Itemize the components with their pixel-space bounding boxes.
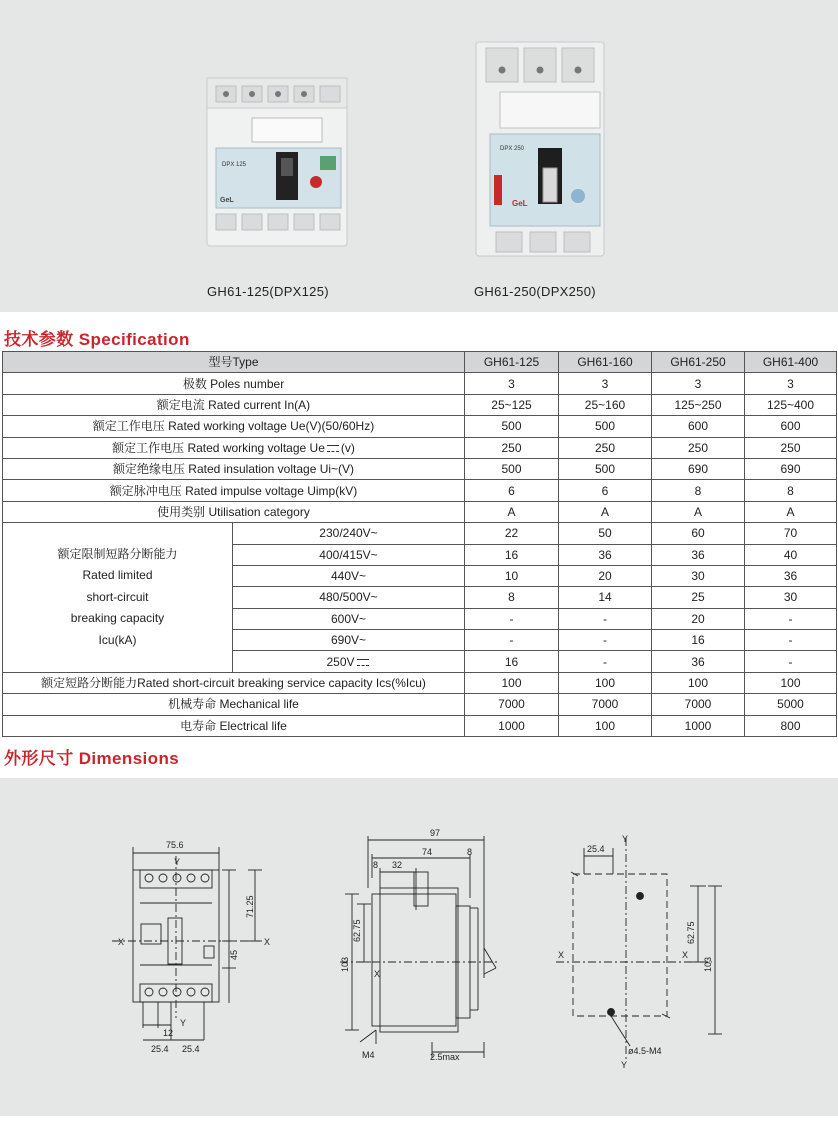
spec-row-value: A [652, 501, 745, 522]
breaking-row-value: 16 [465, 544, 559, 565]
side-screw-label: M4 [362, 1050, 375, 1060]
brand-logo-250: GeL [512, 199, 528, 208]
breaking-voltage-text: 400/415V~ [319, 547, 378, 562]
spec-row-value: 690 [745, 458, 837, 479]
drill-y-axis-top: Y [622, 834, 629, 844]
drill-x-axis-right: X [682, 950, 689, 960]
front-height-mid-dim: 45 [229, 949, 239, 960]
spec-row-value: 100 [559, 672, 652, 693]
spec-row-value: 25~160 [559, 394, 652, 415]
breaking-label-line: short-circuit [86, 589, 149, 604]
drill-y-axis-bottom: Y [621, 1060, 628, 1070]
breaking-voltage-text: 600V~ [330, 611, 367, 626]
breaking-row-value: 60 [652, 523, 745, 544]
drill-hole-label: ø4.5-M4 [628, 1046, 662, 1056]
breaking-row-value: - [559, 651, 652, 672]
spec-row-label: 额定短路分断能力Rated short-circuit breaking service capacity Ics(%Icu) [3, 672, 465, 693]
breaking-row-value: 40 [745, 544, 837, 565]
caption-gh61-125: GH61-125(DPX125) [207, 284, 329, 299]
breaking-row-value: 30 [652, 565, 745, 586]
spec-row [3, 501, 837, 522]
spec-row-value: 500 [465, 416, 559, 437]
specification-table [2, 351, 837, 737]
spec-row-label: 使用类别 Utilisation category [3, 501, 465, 522]
breaking-row-value: - [559, 608, 652, 629]
breaking-voltage-text: 230/240V~ [319, 526, 378, 541]
spec-row-value: A [465, 501, 559, 522]
spec-row [3, 672, 837, 693]
breaker-illustrations [0, 0, 838, 312]
spec-row-label-unit: (v) [340, 440, 355, 455]
spec-row-value: 100 [652, 672, 745, 693]
model-header: GH61-250 [652, 352, 745, 373]
dimensions-title-cn: 外形尺寸 [4, 749, 74, 768]
breaking-voltage-text: 440V~ [330, 569, 367, 584]
side-left-dim: 8 [373, 860, 379, 870]
breaking-row-value: 8 [465, 587, 559, 608]
breaking-row-value: 36 [745, 565, 837, 586]
breaking-row [3, 523, 837, 544]
spec-row [3, 458, 837, 479]
spec-row-value: 6 [465, 480, 559, 501]
spec-row-value: 7000 [559, 694, 652, 715]
breaker-gh61-125-image [207, 78, 347, 246]
breaking-row-value: 16 [465, 651, 559, 672]
spec-row [3, 416, 837, 437]
spec-row-value: 690 [652, 458, 745, 479]
breaking-row-value: 36 [652, 544, 745, 565]
front-view-drawing [112, 847, 262, 1040]
spec-row [3, 694, 837, 715]
breaking-row-value: 20 [559, 565, 652, 586]
spec-row-value: 100 [745, 672, 837, 693]
spec-row-value: 250 [559, 437, 652, 458]
specification-heading [4, 325, 190, 350]
front-x-axis-right: X [264, 937, 271, 947]
product-photo-panel [0, 0, 838, 312]
front-height-upper-dim: 71.25 [245, 895, 255, 918]
spec-row-value: A [559, 501, 652, 522]
spec-row [3, 437, 837, 458]
side-right-dim: 8 [467, 847, 473, 857]
spec-row-value: 3 [652, 373, 745, 394]
breaking-row-value: 25 [652, 587, 745, 608]
spec-row-value: 800 [745, 715, 837, 736]
breaking-row-value: 70 [745, 523, 837, 544]
spec-row [3, 394, 837, 415]
breaking-voltage [233, 651, 465, 672]
dimension-drawings [0, 778, 838, 1116]
breaking-row-value: - [465, 630, 559, 651]
spec-row [3, 715, 837, 736]
breaking-row-value: 20 [652, 608, 745, 629]
spec-row-value: 3 [465, 373, 559, 394]
side-handle-dim: 32 [392, 860, 403, 870]
spec-row-value: 6 [559, 480, 652, 501]
specification-title-cn: 技术参数 [4, 330, 74, 349]
type-header: 型号Type [3, 352, 465, 373]
spec-row [3, 373, 837, 394]
spec-row-value: 8 [745, 480, 837, 501]
breaking-row-value: - [559, 630, 652, 651]
breaking-voltage-text: 690V~ [330, 633, 367, 648]
breaking-label-line: Rated limited [82, 568, 153, 583]
breaking-row-value: - [465, 608, 559, 629]
front-width-dim: 75.6 [166, 840, 184, 850]
caption-gh61-250: GH61-250(DPX250) [474, 284, 596, 299]
breaking-row-value: - [745, 630, 837, 651]
spec-row-label [3, 437, 465, 458]
front-y-axis-top: Y [174, 857, 181, 867]
spec-row-value: 600 [652, 416, 745, 437]
spec-row-label-main: 额定工作电压 Rated working voltage Ue [112, 440, 325, 455]
spec-row-label: 极数 Poles number [3, 373, 465, 394]
dimensions-heading [4, 744, 179, 769]
breaking-capacity-label [3, 523, 233, 673]
side-half-dim: 62.75 [352, 919, 362, 942]
breaking-row-value: - [745, 608, 837, 629]
dimensions-title-en: Dimensions [78, 749, 180, 768]
front-bottom-12-dim: 12 [163, 1028, 174, 1038]
spec-row-value: 500 [465, 458, 559, 479]
spec-row-label: 电寿命 Electrical life [3, 715, 465, 736]
breaking-row-value: 36 [652, 651, 745, 672]
breaking-voltage [233, 544, 465, 565]
spec-row-value: 8 [652, 480, 745, 501]
breaking-voltage [233, 565, 465, 586]
breaking-label-line: Icu(kA) [98, 632, 137, 647]
spec-row-value: 125~400 [745, 394, 837, 415]
breaking-row-value: 22 [465, 523, 559, 544]
spec-row-value: 7000 [465, 694, 559, 715]
spec-row-value: 7000 [652, 694, 745, 715]
side-depth-dim: 74 [422, 847, 433, 857]
breaking-voltage [233, 608, 465, 629]
breaking-label-line: 额定限制短路分断能力 [57, 546, 178, 561]
breaking-voltage [233, 587, 465, 608]
breaking-row-value: 50 [559, 523, 652, 544]
model-header: GH61-125 [465, 352, 559, 373]
side-view-drawing [340, 836, 500, 1058]
breaking-row-value: 10 [465, 565, 559, 586]
breaking-row-value: 36 [559, 544, 652, 565]
spec-row-value: A [745, 501, 837, 522]
breaking-voltage [233, 630, 465, 651]
front-bottom-left-dim: 25.4 [151, 1044, 169, 1054]
front-bottom-right-dim: 25.4 [182, 1044, 200, 1054]
side-x-axis: X [374, 969, 381, 979]
front-y-axis-bottom: Y [180, 1018, 187, 1028]
breaking-label-line: breaking capacity [70, 611, 165, 626]
breaking-voltage [233, 523, 465, 544]
spec-row-value: 1000 [465, 715, 559, 736]
spec-row [3, 480, 837, 501]
spec-row-label: 额定电流 Rated current In(A) [3, 394, 465, 415]
drilling-view-drawing [556, 838, 722, 1060]
breaking-row-value: - [745, 651, 837, 672]
breaking-row-value: 30 [745, 587, 837, 608]
spec-row-value: 100 [559, 715, 652, 736]
breaking-voltage-text: 250V [326, 654, 355, 669]
dimensions-panel [0, 778, 838, 1116]
spec-header-row [3, 352, 837, 373]
spec-row-value: 250 [465, 437, 559, 458]
front-label-125: DPX 125 [222, 162, 247, 168]
drill-height-dim: 103 [703, 956, 713, 972]
spec-row-value: 100 [465, 672, 559, 693]
spec-row-value: 500 [559, 458, 652, 479]
breaking-voltage-text: 480/500V~ [319, 590, 378, 605]
front-label-250: DPX 250 [500, 146, 525, 152]
brand-logo-125: GeL [220, 197, 234, 204]
front-x-axis-left: X [118, 937, 125, 947]
breaking-row-value: 16 [652, 630, 745, 651]
side-total-dim: 97 [430, 828, 441, 838]
spec-row-value: 125~250 [652, 394, 745, 415]
spec-row-label: 额定脉冲电压 Rated impulse voltage Uimp(kV) [3, 480, 465, 501]
model-header: GH61-400 [745, 352, 837, 373]
specification-title-en: Specification [78, 330, 190, 349]
spec-row-value: 600 [745, 416, 837, 437]
spec-row-value: 5000 [745, 694, 837, 715]
spec-row-value: 3 [745, 373, 837, 394]
drill-x-axis-left: X [558, 950, 565, 960]
drill-half-dim: 62.75 [686, 921, 696, 944]
side-gap-dim: 2.5max [430, 1052, 460, 1062]
model-header: GH61-160 [559, 352, 652, 373]
drill-offset-dim: 25.4 [587, 844, 605, 854]
spec-row-value: 1000 [652, 715, 745, 736]
spec-row-value: 500 [559, 416, 652, 437]
spec-row-label: 额定绝缘电压 Rated insulation voltage Ui~(V) [3, 458, 465, 479]
dc-symbol-icon [357, 659, 369, 666]
dc-symbol-icon [327, 445, 339, 452]
breaker-gh61-250-image [476, 42, 604, 256]
spec-row-value: 25~125 [465, 394, 559, 415]
breaking-row-value: 14 [559, 587, 652, 608]
side-height-dim: 103 [340, 956, 350, 972]
spec-row-value: 250 [745, 437, 837, 458]
spec-row-label: 机械寿命 Mechanical life [3, 694, 465, 715]
spec-row-value: 3 [559, 373, 652, 394]
spec-row-value: 250 [652, 437, 745, 458]
spec-row-label: 额定工作电压 Rated working voltage Ue(V)(50/60Hz) [3, 416, 465, 437]
